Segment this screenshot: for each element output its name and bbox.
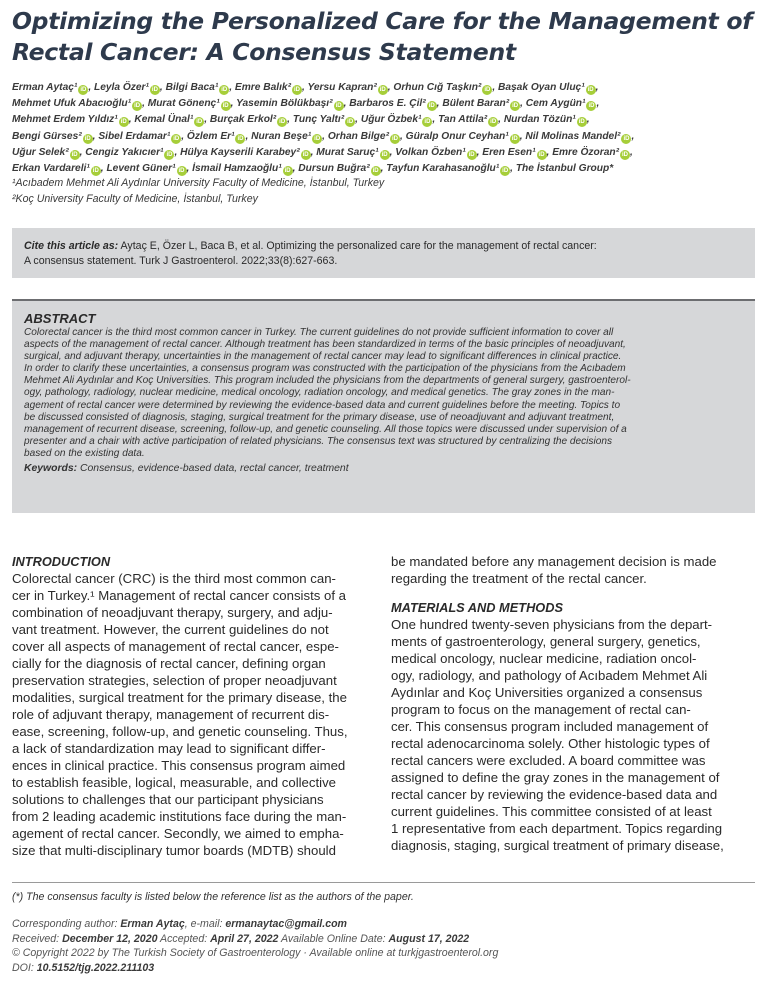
orcid-icon[interactable]: iD [84, 135, 91, 142]
left-column [12, 553, 375, 859]
orcid-icon[interactable]: iD [468, 151, 475, 158]
author-list [12, 80, 760, 177]
orcid-icon[interactable]: iD [71, 151, 78, 158]
orcid-icon[interactable]: iD [347, 119, 354, 126]
citation-line-1 [24, 239, 743, 254]
body-line: vant treatment. However, the current guidelines do not [12, 622, 329, 637]
doi-line: DOI: 10.5152/tjg.2022.211103 [12, 961, 155, 974]
citation-text-1: Aytaç E, Özer L, Baca B, et al. Optimizing the personalized care for the management of rectal cancer: [118, 240, 597, 252]
orcid-icon[interactable]: iD [237, 135, 244, 142]
citation-text-2: A consensus statement. Turk J Gastroenterol. 2022;33(8):627-663. [24, 255, 338, 267]
body-line: ogy, radiology, and pathology of Acıbadem Mehmet Ali [391, 668, 708, 683]
body-line: ences in clinical practice. This consensus program aimed [12, 758, 346, 773]
abstract-line: based on the existing data. [24, 447, 145, 459]
citation-box [12, 228, 755, 278]
abstract-line: surgical, and adjuvant therapy, uncertainties in the management of rectal cancer may lead to significant differences in clinical practice. [24, 351, 622, 363]
author-line: Erkan Vardareli¹ iD , Levent Güner¹ iD , İsmail Hamzaoğlu¹ iD , Dursun Buğra² iD , Tayfun Karahasanoğlu¹ iD , The İstanbul Group* [12, 163, 614, 175]
affiliation-1: ¹Acıbadem Mehmet Ali Aydınlar University Faculty of Medicine, İstanbul, Turkey [12, 177, 385, 189]
body-line: One hundred twenty-seven physicians from the depart- [391, 617, 713, 632]
author-name: Erman Aytaç [120, 918, 185, 930]
abstract-line: ogy, pathology, radiology, nuclear medicine, medical oncology, radiation oncology, and medical genetics. The gray zones in the man- [24, 387, 615, 399]
orcid-icon[interactable]: iD [379, 87, 386, 93]
body-line: cer. This consensus program included management of [391, 719, 709, 734]
doi-link[interactable]: 10.5152/tjg.2022.211103 [36, 961, 155, 974]
corresponding-author: Corresponding author: Erman Aytaç, e-mail: ermanaytac@gmail.com [12, 918, 347, 930]
orcid-icon[interactable]: iD [623, 135, 630, 142]
author-line: Uğur Selek² iD , Cengiz Yakıcıer¹ iD , Hülya Kayserili Karabey² iD , Murat Saruç¹ iD , Volkan Özben¹ iD , Eren Esen¹ iD , Emre Özoran² iD , [12, 146, 633, 158]
body-line: diagnosis, staging, surgical treatment of primary disease, [391, 838, 724, 853]
abstract-line: Colorectal cancer is the third most common cancer in Turkey. The current guidelines do not provide sufficient information to cover all [24, 327, 614, 338]
keywords-label: Keywords: [24, 463, 78, 475]
orcid-icon[interactable]: iD [484, 87, 491, 93]
body-line: role of adjuvant therapy, management of recurrent dis- [12, 707, 330, 722]
orcid-icon[interactable]: iD [134, 103, 141, 110]
body-line: Colorectal cancer (CRC) is the third most common can- [12, 571, 336, 586]
body-line: regarding the treatment of the rectal cancer. [391, 571, 647, 586]
right-column [391, 553, 754, 854]
orcid-icon[interactable]: iD [279, 119, 286, 126]
orcid-icon[interactable]: iD [302, 151, 309, 158]
body-line: cially for the diagnosis of rectal cancer, defining organ [12, 656, 326, 671]
orcid-icon[interactable]: iD [166, 151, 173, 158]
orcid-icon[interactable]: iD [588, 103, 595, 110]
introduction-heading: INTRODUCTION [12, 554, 111, 569]
author-line: Bengi Gürses² iD , Sibel Erdamar¹ iD , Özlem Er¹ iD , Nuran Beşe¹ iD , Orhan Bilge² iD , Güralp Onur Ceyhan¹ iD , Nil Molinas Mandel² iD , [12, 130, 635, 142]
orcid-icon[interactable]: iD [120, 119, 127, 126]
author-line: Mehmet Erdem Yıldız¹ iD , Kemal Ünal¹ iD , Burçak Erkol² iD , Tunç Yaltı² iD , Uğur Özbek¹ iD , Tan Attila² iD , Nurdan Tözün¹ iD , [12, 114, 590, 126]
body-line: rectal cancers were excluded. A board committee was [391, 753, 706, 768]
footnote: (*) The consensus faculty is listed below the reference list as the authors of the paper. [12, 891, 414, 903]
body-line: solutions to challenges that our participant physicians [12, 792, 324, 807]
author-line: Mehmet Ufuk Abacıoğlu¹ iD , Murat Gönenç¹ iD , Yasemin Bölükbaşı² iD , Barbaros E. Çil² iD , Bülent Baran² iD , Cem Aygün¹ iD , [12, 98, 600, 110]
orcid-icon[interactable]: iD [335, 103, 342, 110]
abstract-body [24, 327, 743, 460]
orcid-icon[interactable]: iD [80, 87, 87, 93]
orcid-icon[interactable]: iD [578, 119, 585, 126]
body-line: preservation strategies, selection of proper neoadjuvant [12, 673, 337, 688]
body-line: be mandated before any management decision is made [391, 554, 717, 569]
orcid-icon[interactable]: iD [178, 168, 185, 175]
abstract-box [12, 299, 755, 513]
orcid-icon[interactable]: iD [428, 103, 435, 110]
abstract-line: aspects of the management of rectal cancer. Although treatment has been standardized in terms of the basic principles of neoadjuvant, [24, 339, 626, 351]
body-line: ments of gastroenterology, general surgery, genetics, [391, 634, 701, 649]
abstract-line: presenter and a chair with active participation of related physicians. The consensus text was structured by centralizing the decisions [24, 435, 612, 447]
affiliation-2: ²Koç University Faculty of Medicine, İstanbul, Turkey [12, 192, 258, 205]
abstract-line: be discussed consisted of diagnosis, staging, surgical treatment for the primary disease, use of neoadjuvant and adjuvant treatment, [24, 411, 615, 423]
copyright-line: © Copyright 2022 by The Turkish Society of Gastroenterology · Available online at turkjgastroenterol.org [12, 947, 499, 960]
orcid-icon[interactable]: iD [502, 168, 509, 175]
citation-label: Cite this article as: [24, 240, 119, 252]
abstract-heading: ABSTRACT [24, 311, 96, 326]
footnote-divider [12, 882, 755, 883]
body-line: ease, screening, follow-up, and genetic counseling. Thus, [12, 724, 348, 739]
orcid-icon[interactable]: iD [372, 168, 379, 175]
body-line: modalities, surgical treatment for the primary disease, the [12, 690, 347, 705]
body-line: cer in Turkey.¹ Management of rectal cancer consists of a [12, 588, 346, 603]
orcid-icon[interactable]: iD [92, 168, 99, 175]
orcid-icon[interactable]: iD [381, 151, 388, 158]
orcid-icon[interactable]: iD [587, 87, 594, 93]
orcid-icon[interactable]: iD [391, 135, 398, 142]
abstract-line: In order to clarify these uncertainties, a consensus program was constructed with the participation of the physicians from the Acıbadem [24, 363, 626, 375]
keywords-text: Consensus, evidence-based data, rectal cancer, treatment [77, 463, 349, 475]
body-line: combination of neoadjuvant therapy, surgery, and adju- [12, 605, 333, 620]
keywords [24, 462, 743, 476]
orcid-icon[interactable]: iD [151, 87, 158, 93]
orcid-icon[interactable]: iD [284, 168, 291, 175]
body-line: Aydınlar and Koç Universities organized a consensus [391, 685, 703, 700]
orcid-icon[interactable]: iD [512, 103, 519, 110]
abstract-line: Mehmet Ali Aydınlar and Koç Universities. This program included the physicians from the departments of general surgery, gastroenterol- [24, 375, 631, 387]
title-line-2: Rectal Cancer: A Consensus Statement [12, 38, 516, 66]
body-line: assigned to define the gray zones in the management of [391, 770, 720, 785]
body-line: current guidelines. This committee consisted of at least [391, 804, 712, 819]
dates-line: Received: December 12, 2020 Accepted: April 27, 2022 Available Online Date: August 17, 2022 [12, 932, 470, 945]
email-link[interactable]: ermanaytac@gmail.com [225, 918, 347, 930]
orcid-icon[interactable]: iD [222, 103, 229, 110]
affiliations [12, 176, 384, 207]
author-line: Erman Aytaç¹ iD , Leyla Özer¹ iD , Bilgi Baca¹ iD , Emre Balık² iD , Yersu Kapran² iD , Orhun Cığ Taşkın² iD , Başak Oyan Uluç¹ iD , [12, 82, 599, 93]
orcid-icon[interactable]: iD [622, 151, 629, 158]
body-line: agement of rectal cancer. Secondly, we aimed to empha- [12, 826, 344, 841]
body-line: rectal adenocarcinoma solely. Other histologic types of [391, 736, 710, 751]
orcid-icon[interactable]: iD [538, 151, 545, 158]
body-line: a lack of standardization may lead to significant differ- [12, 741, 326, 756]
body-line: size that multi-disciplinary tumor boards (MDTB) should [12, 843, 336, 858]
body-line: rectal cancer by reviewing the evidence-based data and [391, 787, 718, 802]
body-line: medical oncology, nuclear medicine, radiation oncol- [391, 651, 697, 666]
body-line: 1 representative from each department. Topics regarding [391, 821, 723, 836]
body-line: cover all aspects of management of rectal cancer, espe- [12, 639, 339, 654]
orcid-icon[interactable]: iD [314, 135, 321, 142]
body-line: from 2 leading academic institutions face during the man- [12, 809, 347, 824]
orcid-icon[interactable]: iD [424, 119, 431, 126]
orcid-icon[interactable]: iD [511, 135, 518, 142]
article-title [12, 6, 757, 68]
orcid-icon[interactable]: iD [196, 119, 203, 126]
abstract-line: agement of rectal cancer were determined by reviewing the evidence-based data and current guidelines before the meeting. Topics to [24, 399, 621, 411]
orcid-icon[interactable]: iD [293, 87, 300, 93]
title-line-1: Optimizing the Personalized Care for the Management of [12, 7, 753, 35]
body-line: to establish feasible, logical, measurable, and collective [12, 775, 337, 790]
orcid-icon[interactable]: iD [490, 119, 497, 126]
correspondence-block [12, 917, 498, 975]
orcid-icon[interactable]: iD [173, 135, 180, 142]
methods-heading: MATERIALS AND METHODS [391, 600, 564, 615]
abstract-line: management of recurrent disease, screening, follow-up, and genetic counseling. All those topics were discussed under supervision of a [24, 423, 627, 435]
orcid-icon[interactable]: iD [221, 87, 228, 93]
body-line: program to focus on the management of rectal can- [391, 702, 691, 717]
